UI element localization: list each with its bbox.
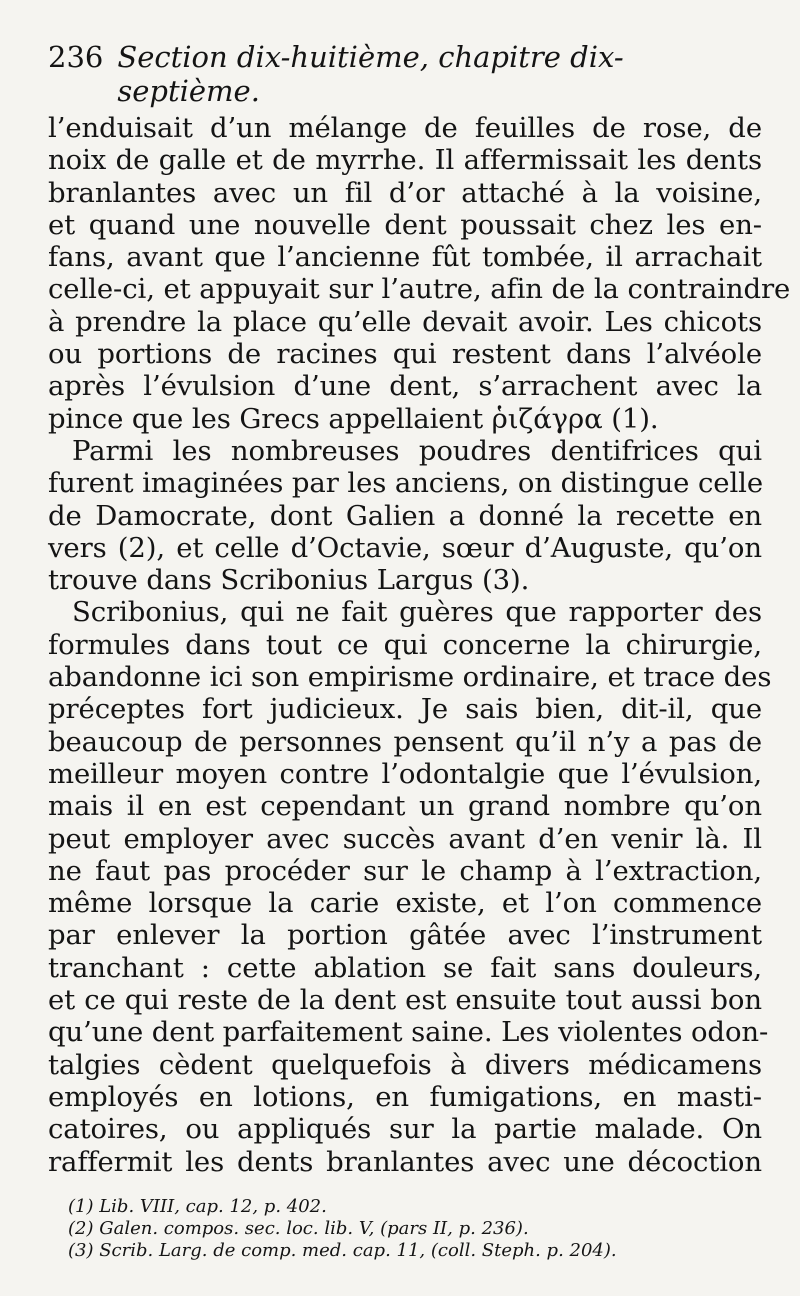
text-line: talgies cèdent quelquefois à divers médicamens bbox=[48, 1048, 762, 1081]
text-line: ou portions de racines qui restent dans l’alvéole bbox=[48, 338, 762, 371]
text-line: même lorsque la carie existe, et l’on commence bbox=[48, 887, 762, 920]
footnote: (3) Scrib. Larg. de comp. med. cap. 11, (coll. Steph. p. 204). bbox=[68, 1239, 617, 1261]
text-line: abandonne ici son empirisme ordinaire, et trace des bbox=[48, 661, 772, 694]
text-line: beaucoup de personnes pensent qu’il n’y a pas de bbox=[48, 725, 762, 758]
text-line: employés en lotions, en fumigations, en masti- bbox=[48, 1080, 762, 1113]
footnote: (2) Galen. compos. sec. loc. lib. V, (pars II, p. 236). bbox=[68, 1217, 529, 1239]
text-line: Parmi les nombreuses poudres dentifrices qui bbox=[72, 434, 762, 467]
text-line: furent imaginées par les anciens, on distingue celle bbox=[48, 467, 764, 500]
text-line: fans, avant que l’ancienne fût tombée, il arrachait bbox=[48, 241, 762, 274]
footnote-gap bbox=[48, 1178, 762, 1192]
text-line: préceptes fort judicieux. Je sais bien, dit-il, que bbox=[48, 693, 762, 726]
text-line: à prendre la place qu’elle devait avoir. Les chicots bbox=[48, 305, 762, 338]
text-line: raffermit les dents branlantes avec une décoction bbox=[48, 1145, 762, 1178]
text-line: mais il en est cependant un grand nombre qu’on bbox=[48, 790, 762, 823]
footnotes bbox=[48, 1196, 762, 1262]
text-line: catoires, ou appliqués sur la partie malade. On bbox=[48, 1113, 762, 1146]
text-line: après l’évulsion d’une dent, s’arrachent avec la bbox=[48, 370, 762, 403]
text-line: qu’une dent parfaitement saine. Les violentes odon- bbox=[48, 1016, 769, 1049]
text-line: et quand une nouvelle dent poussait chez les en- bbox=[48, 208, 762, 241]
text-line: Scribonius, qui ne fait guères que rapporter des bbox=[72, 596, 762, 629]
text-line: peut employer avec succès avant d’en venir là. Il bbox=[48, 822, 762, 855]
text-line: celle-ci, et appuyait sur l’autre, afin de la contraindre bbox=[48, 273, 791, 306]
text-line: par enlever la portion gâtée avec l’instrument bbox=[48, 919, 762, 952]
footnote: (1) Lib. VIII, cap. 12, p. 402. bbox=[68, 1195, 327, 1217]
text-line: ne faut pas procéder sur le champ à l’extraction, bbox=[48, 854, 762, 887]
text-line: branlantes avec un fil d’or attaché à la voisine, bbox=[48, 176, 762, 209]
running-title: Section dix-huitième, chapitre dix-septième. bbox=[117, 40, 624, 108]
page-header bbox=[48, 40, 762, 108]
text-line: pince que les Grecs appellaient ῥιζάγρα (1). bbox=[48, 402, 659, 435]
text-line: meilleur moyen contre l’odontalgie que l’évulsion, bbox=[48, 757, 762, 790]
text-line: formules dans tout ce qui concerne la chirurgie, bbox=[48, 628, 762, 661]
text-line: et ce qui reste de la dent est ensuite tout aussi bon bbox=[48, 984, 762, 1017]
text-line: tranchant : cette ablation se fait sans douleurs, bbox=[48, 951, 762, 984]
text-line: trouve dans Scribonius Largus (3). bbox=[48, 564, 530, 597]
text-line: vers (2), et celle d’Octavie, sœur d’Auguste, qu’on bbox=[48, 531, 762, 564]
page-number: 236 bbox=[48, 40, 104, 74]
body-text bbox=[48, 112, 791, 1178]
text-line: l’enduisait d’un mélange de feuilles de rose, de bbox=[48, 112, 762, 144]
text-line: de Damocrate, dont Galien a donné la recette en bbox=[48, 499, 762, 532]
text-line: noix de galle et de myrrhe. Il affermissait les dents bbox=[48, 144, 762, 177]
